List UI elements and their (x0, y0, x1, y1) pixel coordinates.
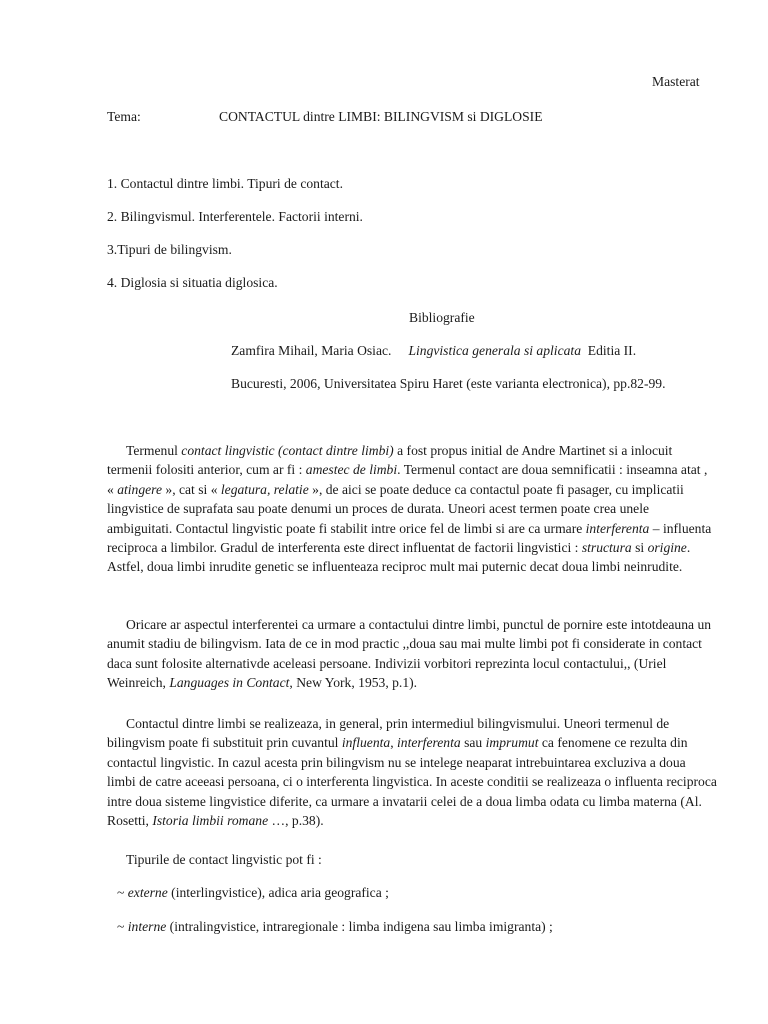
outline-item: 3.Tipuri de bilingvism. (107, 242, 232, 257)
tema-label: Tema: (107, 109, 141, 124)
paragraph-4: Tipurile de contact lingvistic pot fi : (126, 852, 322, 867)
list-description: (interlingvistice), adica aria geografica ; (167, 885, 389, 900)
paragraph-3: Contactul dintre limbi se realizeaza, in general, prin intermediul bilingvismului. Uneori termenul de bilingvism poate fi substituit prin cuvantul influenta, interferenta sau imprumut ca fenomene ce rezulta din contactul lingvistic. In cazul acesta prin bilingvism nu se intelege neaparat intrebuintarea excluziva a doua limbi de catre aceeasi persoana, ci o interferenta lingvistica. In aceste conditii se realizeaza o influenta reciproca intre doua sisteme lingvistice diferite, ca urmare a invatarii celei de a doua limba odata cu limba materna (Al. Rosetti, Istoria limbii romane …, p.38). (107, 716, 717, 829)
list-item (117, 884, 389, 902)
list-item (117, 918, 553, 936)
outline-item: 4. Diglosia si situatia diglosica. (107, 275, 278, 290)
outline-item: 2. Bilingvismul. Interferentele. Factorii interni. (107, 209, 363, 224)
bibliography-authors: Zamfira Mihail, Maria Osiac. (231, 343, 392, 358)
paragraph-2: Oricare ar aspectul interferentei ca urmare a contactului dintre limbi, punctul de pornire este intotdeauna un anumit stadiu de bilingvism. Iata de ce in mod practic ,,doua sau mai multe limbi pot fi considerate in contact daca sunt folosite alternativde aceleasi persoane. Indivizii vorbitori reprezinta locul contactului,, (Uriel Weinreich, Languages in Contact, New York, 1953, p.1). (107, 617, 712, 691)
tilde-bullet: ~ (117, 885, 128, 900)
outline-item: 1. Contactul dintre limbi. Tipuri de contact. (107, 176, 343, 191)
program-label: Masterat (652, 74, 700, 89)
bibliography-entry (231, 342, 636, 360)
bibliography-edition: Editia II. (587, 343, 637, 358)
tilde-bullet: ~ (117, 919, 128, 934)
document-title: CONTACTUL dintre LIMBI: BILINGVISM si DIGLOSIE (219, 109, 543, 124)
paragraph-1: Termenul contact lingvistic (contact dintre limbi) a fost propus initial de Andre Martinet si a inlocuit termenii folositi anterior, cum ar fi : amestec de limbi. Termenul contact are doua semnificatii : inseamna atat , « atingere », cat si « legatura, relatie », de aici se poate deduce ca contactul poate fi pasager, cu implicatii lingvistice de suprafata sau poate denumi un proces de durata. Uneori acest termen poate crea unele ambiguitati. Contactul lingvistic poate fi stabilit intre orice fel de limbi si are ca urmare interferenta – influenta reciproca a limbilor. Gradul de interferenta este direct influentat de factorii lingvistici : structura si origine. Astfel, doua limbi inrudite genetic se influenteaza reciproc mult mai puternic decat doua limbi neinrudite. (107, 443, 712, 575)
list-term: externe (127, 885, 168, 900)
bibliography-heading: Bibliografie (409, 310, 475, 325)
bibliography-publisher: Bucuresti, 2006, Universitatea Spiru Haret (este varianta electronica), pp.82-99. (231, 376, 666, 391)
list-term: interne (127, 919, 167, 934)
list-description: (intralingvistice, intraregionale : limba indigena sau limba imigranta) ; (166, 919, 553, 934)
bibliography-book-title: Lingvistica generala si aplicata (408, 343, 581, 358)
